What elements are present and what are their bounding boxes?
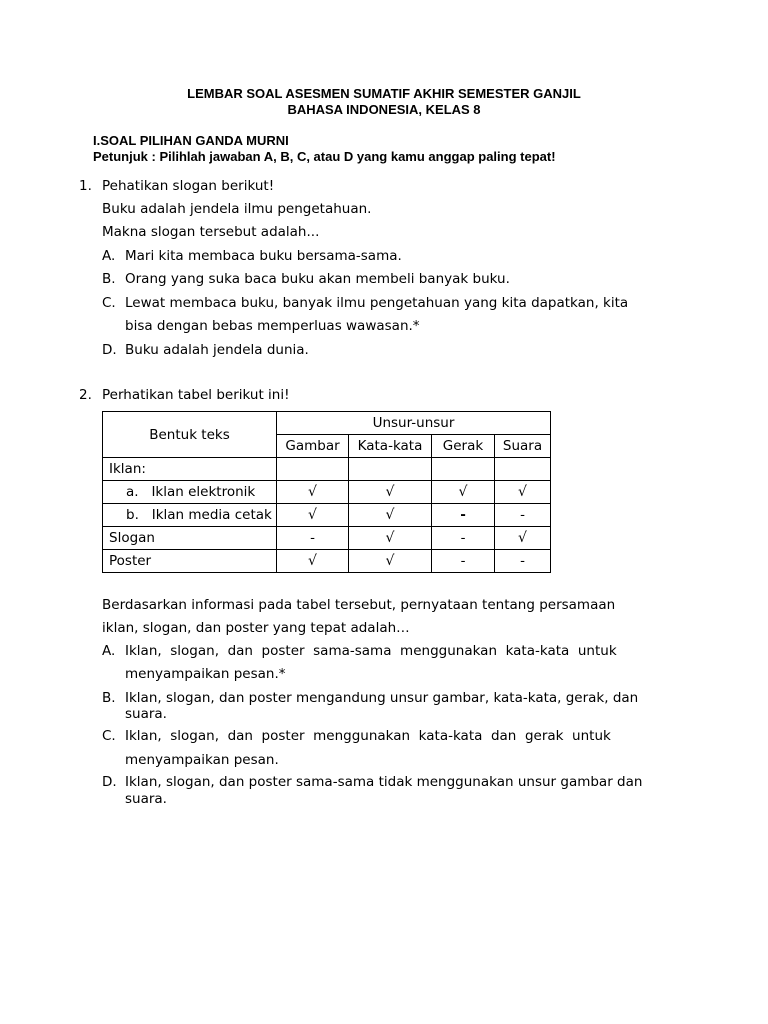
table-cell <box>495 458 551 481</box>
q2-option-d: Iklan, slogan, dan poster sama-sama tidak menggunakan unsur gambar dan <box>125 774 643 790</box>
q1-option-b-letter: B. <box>102 271 116 287</box>
table-cell: - <box>277 527 349 550</box>
table-cell: √ <box>349 527 432 550</box>
q2-number: 2. <box>79 387 92 403</box>
table-cell: √ <box>349 481 432 504</box>
q2-option-c: Iklan, slogan, dan poster menggunakan kata-kata dan gerak untuk <box>125 728 611 744</box>
section-title: I.SOAL PILIHAN GANDA MURNI <box>93 133 289 148</box>
table-subheader-suara: Suara <box>495 435 551 458</box>
q2-prompt: Perhatikan tabel berikut ini! <box>102 387 290 403</box>
q1-option-b: Orang yang suka baca buku akan membeli banyak buku. <box>125 271 510 287</box>
table-cell: √ <box>432 481 495 504</box>
table-cell <box>277 458 349 481</box>
table-cell: - <box>495 550 551 573</box>
q1-option-d: Buku adalah jendela dunia. <box>125 342 309 358</box>
table-cell: √ <box>495 481 551 504</box>
row-label: Iklan: <box>103 458 277 481</box>
q1-option-a: Mari kita membaca buku bersama-sama. <box>125 248 402 264</box>
unsur-table <box>102 411 551 573</box>
q1-option-c-cont: bisa dengan bebas memperluas wawasan.* <box>125 318 420 334</box>
q2-option-d-letter: D. <box>102 774 117 790</box>
table-row <box>103 504 551 527</box>
row-label: b. Iklan media cetak <box>103 504 277 527</box>
table-cell: √ <box>277 481 349 504</box>
q2-stem-line1: Berdasarkan informasi pada tabel tersebut, pernyataan tentang persamaan <box>102 597 616 613</box>
table-header-unsur: Unsur-unsur <box>277 412 551 435</box>
table-cell: √ <box>349 504 432 527</box>
table-cell: - <box>495 504 551 527</box>
q2-stem-line2: iklan, slogan, dan poster yang tepat adalah… <box>102 620 410 636</box>
q2-option-a-cont: menyampaikan pesan.* <box>125 666 286 682</box>
table-row <box>103 481 551 504</box>
q1-number: 1. <box>79 178 92 194</box>
q2-option-a-letter: A. <box>102 643 116 659</box>
table-subheader-kata: Kata-kata <box>349 435 432 458</box>
q1-slogan: Buku adalah jendela ilmu pengetahuan. <box>102 201 372 217</box>
q2-option-a: Iklan, slogan, dan poster sama-sama menggunakan kata-kata untuk <box>125 643 617 659</box>
table-row <box>103 527 551 550</box>
q2-option-b-cont: suara. <box>125 706 167 722</box>
q1-prompt: Pehatikan slogan berikut! <box>102 178 275 194</box>
doc-subtitle: BAHASA INDONESIA, KELAS 8 <box>287 102 481 117</box>
q2-option-c-cont: menyampaikan pesan. <box>125 752 279 768</box>
q1-question: Makna slogan tersebut adalah... <box>102 224 320 240</box>
table-header-bentuk: Bentuk teks <box>103 412 277 458</box>
row-label: a. Iklan elektronik <box>103 481 277 504</box>
q1-option-d-letter: D. <box>102 342 117 358</box>
q2-option-d-cont: suara. <box>125 791 167 807</box>
table-cell <box>432 458 495 481</box>
table-cell: √ <box>277 550 349 573</box>
q2-option-b-letter: B. <box>102 690 116 706</box>
table-cell: √ <box>277 504 349 527</box>
q1-option-c-letter: C. <box>102 295 116 311</box>
table-row <box>103 458 551 481</box>
q2-option-b: Iklan, slogan, dan poster mengandung unsur gambar, kata-kata, gerak, dan <box>125 690 639 706</box>
table-cell: √ <box>349 550 432 573</box>
table-cell <box>349 458 432 481</box>
table-subheader-gambar: Gambar <box>277 435 349 458</box>
row-label: Poster <box>103 550 277 573</box>
table-cell: √ <box>495 527 551 550</box>
q2-option-c-letter: C. <box>102 728 116 744</box>
table-cell: - <box>432 504 495 527</box>
table-row <box>103 550 551 573</box>
table-subheader-gerak: Gerak <box>432 435 495 458</box>
table-cell: - <box>432 527 495 550</box>
table-cell: - <box>432 550 495 573</box>
row-label: Slogan <box>103 527 277 550</box>
q1-option-c: Lewat membaca buku, banyak ilmu pengetahuan yang kita dapatkan, kita <box>125 295 629 311</box>
doc-title: LEMBAR SOAL ASESMEN SUMATIF AKHIR SEMESTER GANJIL <box>187 86 581 101</box>
section-instruction: Petunjuk : Pilihlah jawaban A, B, C, atau D yang kamu anggap paling tepat! <box>93 149 556 164</box>
q1-option-a-letter: A. <box>102 248 116 264</box>
